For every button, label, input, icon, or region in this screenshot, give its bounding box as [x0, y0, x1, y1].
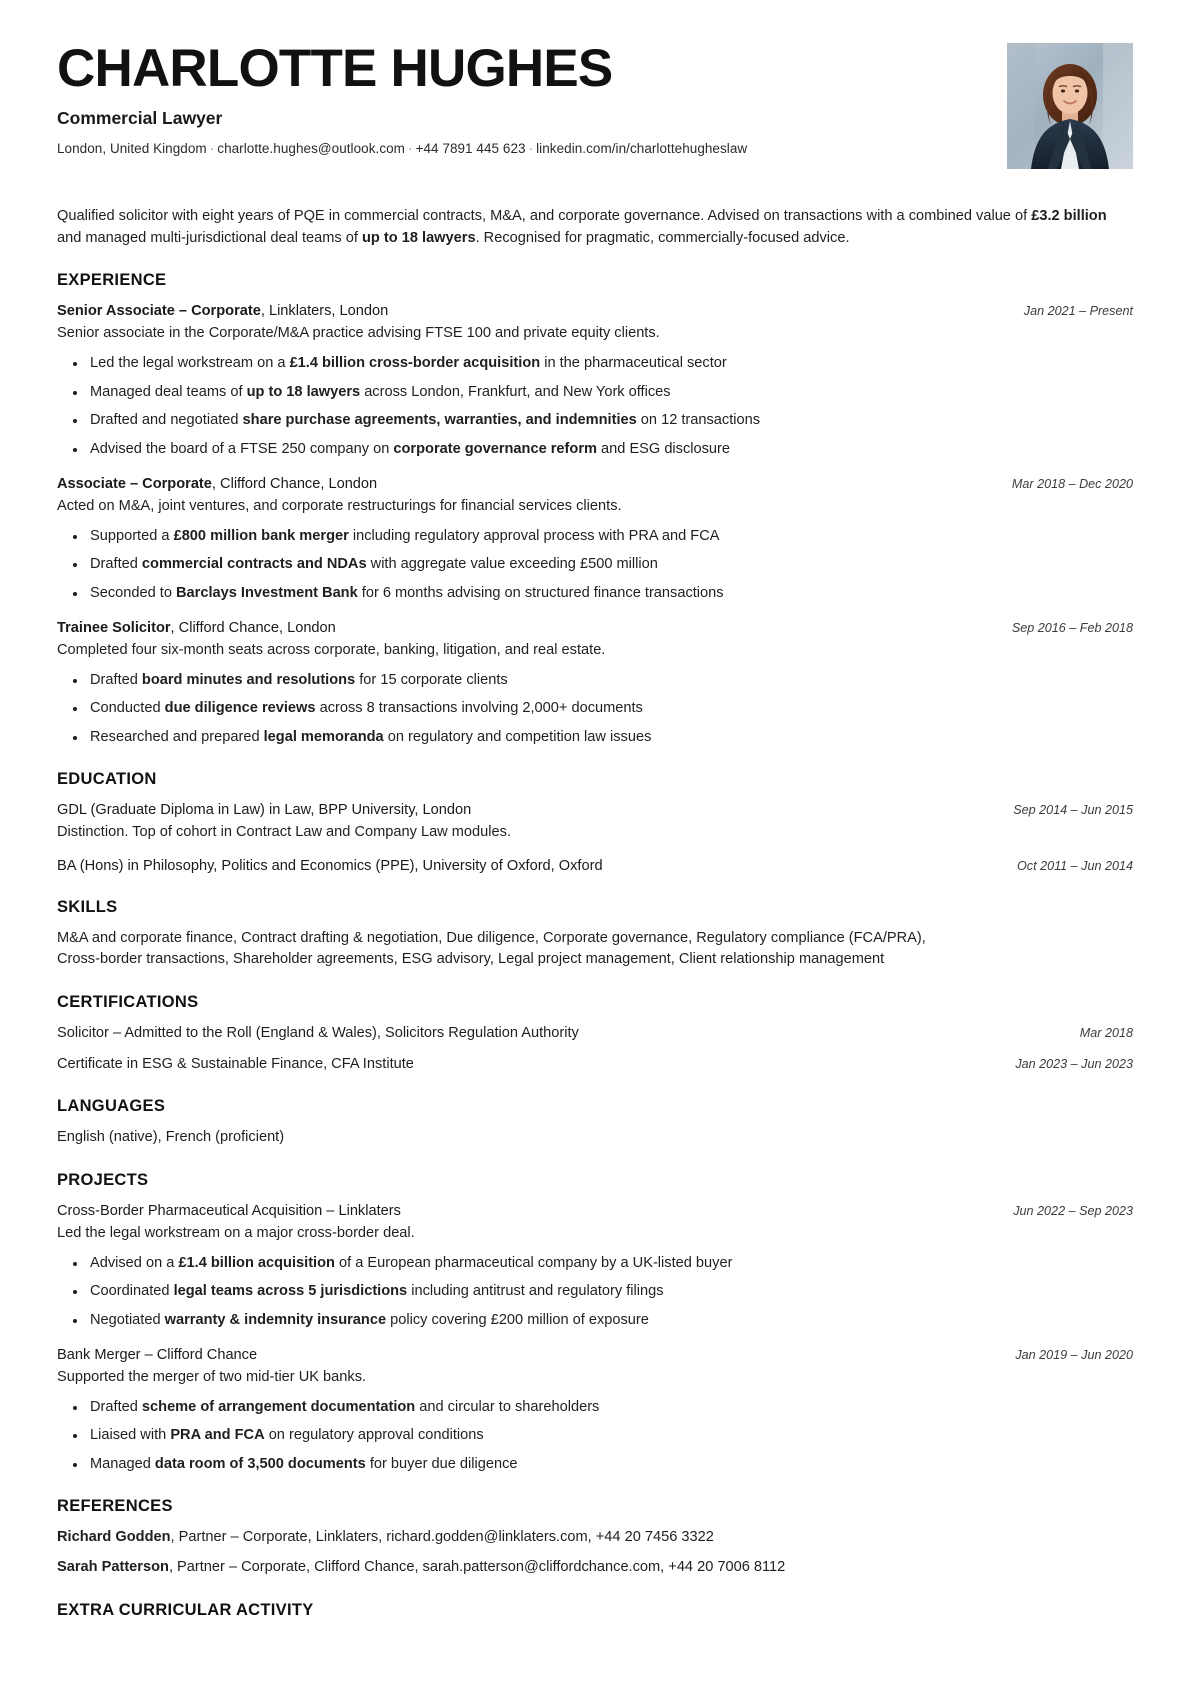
- entry-date: Jan 2021 – Present: [1023, 304, 1133, 319]
- section-heading-experience: EXPERIENCE: [57, 271, 167, 290]
- entry-date: Sep 2016 – Feb 2018: [1011, 620, 1133, 635]
- entry-title: [57, 618, 336, 638]
- bullet-highlight: commercial contracts and NDAs: [141, 556, 367, 573]
- bullet-text-pre: Advised the board of a FTSE 250 company on: [90, 441, 394, 458]
- reference-entry: [57, 1557, 1133, 1579]
- education-entry: [57, 800, 1133, 843]
- contact-phone[interactable]: +44 7891 445 623: [415, 141, 526, 157]
- contact-line: [57, 141, 1007, 156]
- summary-text-3: . Recognised for pragmatic, commercially-focused advice.: [475, 229, 850, 246]
- section-heading-certifications: CERTIFICATIONS: [57, 993, 199, 1012]
- certification-entry: [57, 1054, 1133, 1076]
- section-skills: [57, 898, 1133, 971]
- education-list: [57, 800, 1133, 876]
- list-item: [87, 1310, 1133, 1331]
- job-role: Trainee Solicitor: [57, 619, 171, 636]
- bullet-text-pre: Negotiated: [90, 1312, 165, 1329]
- job-company: , Clifford Chance, London: [170, 619, 336, 636]
- bullet-text-post: across 8 transactions involving 2,000+ documents: [315, 700, 643, 717]
- certification-name: Certificate in ESG & Sustainable Finance, CFA Institute: [57, 1055, 414, 1072]
- list-item: [87, 670, 1133, 691]
- experience-entry: [57, 618, 1133, 748]
- entry-date: Jun 2022 – Sep 2023: [1013, 1203, 1133, 1218]
- skills-line-2: Cross-border transactions, Shareholder agreements, ESG advisory, Legal project management, Client relationship management: [57, 951, 885, 968]
- entry-header: [57, 474, 1133, 494]
- contact-separator-icon: ·: [407, 141, 413, 157]
- project-entry: [57, 1201, 1133, 1331]
- entry-date: Mar 2018 – Dec 2020: [1011, 476, 1133, 491]
- bullet-highlight: legal memoranda: [263, 729, 384, 746]
- project-title: Bank Merger – Clifford Chance: [57, 1346, 258, 1363]
- section-heading-education: EDUCATION: [57, 769, 157, 788]
- job-role: Senior Associate – Corporate: [57, 303, 261, 320]
- job-company: , Linklaters, London: [260, 303, 389, 320]
- bullet-highlight: corporate governance reform: [393, 441, 597, 458]
- bullet-text-post: including antitrust and regulatory filings: [407, 1283, 664, 1300]
- bullet-highlight: PRA and FCA: [170, 1427, 265, 1444]
- bullet-highlight: board minutes and resolutions: [141, 671, 356, 688]
- section-projects: [57, 1171, 1133, 1475]
- entry-date: Oct 2011 – Jun 2014: [1017, 858, 1133, 873]
- contact-location: London, United Kingdom: [57, 141, 207, 157]
- entry-title: [57, 301, 388, 321]
- headshot-photo-icon: [1007, 43, 1133, 169]
- entry-header: [57, 301, 1133, 321]
- summary-text-2: and managed multi-jurisdictional deal teams of: [57, 229, 363, 246]
- page-title: CHARLOTTE HUGHES: [57, 39, 613, 98]
- bullet-text-post: for buyer due diligence: [365, 1456, 518, 1473]
- bullet-highlight: legal teams across 5 jurisdictions: [173, 1283, 408, 1300]
- projects-list: [57, 1201, 1133, 1475]
- project-summary: Supported the merger of two mid-tier UK banks.: [57, 1368, 367, 1385]
- achievement-list: [57, 1253, 1133, 1331]
- achievement-list: [57, 353, 1133, 460]
- bullet-text-post: in the pharmaceutical sector: [540, 355, 727, 372]
- skills-line-1: M&A and corporate finance, Contract drafting & negotiation, Due diligence, Corporate governance, Regulatory compliance (FCA/PRA),: [57, 929, 926, 946]
- section-heading-extra-curricular: EXTRA CURRICULAR ACTIVITY: [57, 1601, 314, 1620]
- bullet-text-post: across London, Frankfurt, and New York offices: [360, 383, 671, 400]
- achievement-list: [57, 670, 1133, 748]
- list-item: [87, 382, 1133, 403]
- contact-separator-icon: ·: [528, 141, 534, 157]
- section-certifications: [57, 993, 1133, 1075]
- list-item: [87, 410, 1133, 431]
- job-role: Associate – Corporate: [57, 475, 212, 492]
- entry-title: [57, 474, 377, 494]
- bullet-text-post: including regulatory approval process with PRA and FCA: [348, 527, 720, 544]
- header-text-block: [57, 40, 1007, 156]
- section-references: [57, 1497, 1133, 1579]
- entry-summary: Senior associate in the Corporate/M&A practice advising FTSE 100 and private equity clients.: [57, 325, 660, 342]
- list-item: [87, 698, 1133, 719]
- bullet-highlight: £1.4 billion cross-border acquisition: [289, 355, 541, 372]
- reference-name: Richard Godden: [57, 1528, 171, 1545]
- bullet-text-post: on regulatory approval conditions: [264, 1427, 484, 1444]
- experience-entry: [57, 301, 1133, 460]
- avatar: [1007, 43, 1133, 169]
- entry-date: Sep 2014 – Jun 2015: [1013, 802, 1133, 817]
- reference-detail: , Partner – Corporate, Linklaters, richard.godden@linklaters.com, +44 20 7456 3322: [170, 1528, 714, 1545]
- bullet-text-pre: Managed deal teams of: [90, 383, 247, 400]
- list-item: [87, 554, 1133, 575]
- bullet-text-post: on 12 transactions: [636, 412, 761, 429]
- bullet-text-post: and circular to shareholders: [415, 1398, 600, 1415]
- bullet-text-pre: Coordinated: [90, 1283, 174, 1300]
- bullet-text-post: policy covering £200 million of exposure: [386, 1312, 649, 1329]
- bullet-text-post: for 6 months advising on structured finance transactions: [357, 585, 724, 602]
- entry-header: [57, 856, 1133, 876]
- summary-highlight-1: £3.2 billion: [1031, 208, 1107, 224]
- list-item: [87, 1253, 1133, 1274]
- summary-highlight-2: up to 18 lawyers: [362, 229, 476, 246]
- entry-summary: Acted on M&A, joint ventures, and corporate restructurings for financial services clients.: [57, 498, 622, 515]
- education-degree: GDL (Graduate Diploma in Law) in Law, BPP University, London: [57, 801, 472, 818]
- bullet-highlight: data room of 3,500 documents: [154, 1456, 366, 1473]
- entry-summary: Completed four six-month seats across corporate, banking, litigation, and real estate.: [57, 642, 606, 659]
- bullet-highlight: due diligence reviews: [164, 700, 316, 717]
- bullet-highlight: up to 18 lawyers: [246, 383, 361, 400]
- bullet-text-post: on regulatory and competition law issues: [383, 729, 652, 746]
- section-heading-references: REFERENCES: [57, 1496, 173, 1515]
- bullet-highlight: Barclays Investment Bank: [176, 585, 358, 602]
- job-title: Commercial Lawyer: [57, 108, 223, 129]
- experience-entry: [57, 474, 1133, 604]
- list-item: [87, 1454, 1133, 1475]
- bullet-text-pre: Advised on a: [90, 1254, 179, 1271]
- education-entry: [57, 856, 1133, 876]
- professional-summary: [57, 206, 1133, 249]
- bullet-text-post: of a European pharmaceutical company by a UK-listed buyer: [334, 1254, 733, 1271]
- bullet-text-post: with aggregate value exceeding £500 million: [366, 556, 658, 573]
- summary-text-1: Qualified solicitor with eight years of PQE in commercial contracts, M&A, and corporate governance. Advised on transactions with a combined value of: [57, 208, 1032, 224]
- achievement-list: [57, 526, 1133, 604]
- resume-header: [57, 40, 1133, 169]
- certification-entry: [57, 1023, 1133, 1045]
- contact-email[interactable]: charlotte.hughes@outlook.com: [217, 141, 405, 157]
- bullet-text-pre: Drafted: [90, 671, 142, 688]
- certification-name: Solicitor – Admitted to the Roll (England & Wales), Solicitors Regulation Authority: [57, 1025, 579, 1042]
- bullet-highlight: £800 million bank merger: [173, 527, 349, 544]
- bullet-text-post: and ESG disclosure: [596, 441, 731, 458]
- bullet-text-pre: Liaised with: [90, 1427, 171, 1444]
- reference-detail: , Partner – Corporate, Clifford Chance, sarah.patterson@cliffordchance.com, +44 20 7006 8112: [168, 1559, 786, 1576]
- section-education: [57, 770, 1133, 876]
- section-languages: [57, 1097, 1133, 1149]
- bullet-highlight: share purchase agreements, warranties, and indemnities: [242, 412, 637, 429]
- entry-date: Jan 2019 – Jun 2020: [1015, 1347, 1133, 1362]
- bullet-text-pre: Drafted: [90, 1398, 142, 1415]
- section-heading-languages: LANGUAGES: [57, 1097, 166, 1116]
- list-item: [87, 439, 1133, 460]
- section-heading-skills: SKILLS: [57, 897, 118, 916]
- bullet-highlight: £1.4 billion acquisition: [178, 1254, 335, 1271]
- entry-date: Jan 2023 – Jun 2023: [1015, 1056, 1133, 1071]
- list-item: [87, 526, 1133, 547]
- section-heading-projects: PROJECTS: [57, 1170, 149, 1189]
- project-entry: [57, 1345, 1133, 1475]
- reference-entry: [57, 1527, 1133, 1549]
- list-item: [87, 727, 1133, 748]
- bullet-text-pre: Drafted: [90, 556, 142, 573]
- project-title: Cross-Border Pharmaceutical Acquisition – Linklaters: [57, 1202, 401, 1219]
- contact-separator-icon: ·: [209, 141, 215, 157]
- entry-date: Mar 2018: [1079, 1026, 1133, 1041]
- reference-name: Sarah Patterson: [57, 1559, 169, 1576]
- bullet-text-pre: Conducted: [90, 700, 165, 717]
- section-extra-curricular: [57, 1601, 1133, 1620]
- bullet-highlight: warranty & indemnity insurance: [164, 1312, 387, 1329]
- education-detail: Distinction. Top of cohort in Contract Law and Company Law modules.: [57, 824, 511, 841]
- list-item: [87, 353, 1133, 374]
- entry-header: [57, 800, 1133, 820]
- bullet-text-pre: Managed: [90, 1456, 155, 1473]
- list-item: [87, 1425, 1133, 1446]
- entry-header: [57, 1201, 1133, 1221]
- experience-list: [57, 301, 1133, 748]
- job-company: , Clifford Chance, London: [211, 475, 378, 492]
- references-list: [57, 1527, 1133, 1579]
- bullet-highlight: scheme of arrangement documentation: [141, 1398, 416, 1415]
- achievement-list: [57, 1397, 1133, 1475]
- bullet-text-pre: Researched and prepared: [90, 729, 264, 746]
- bullet-text-pre: Seconded to: [90, 585, 177, 602]
- list-item: [87, 1281, 1133, 1302]
- entry-header: [57, 618, 1133, 638]
- bullet-text-pre: Drafted and negotiated: [90, 412, 243, 429]
- entry-header: [57, 1345, 1133, 1365]
- bullet-text-pre: Led the legal workstream on a: [90, 355, 290, 372]
- certifications-list: [57, 1023, 1133, 1075]
- project-summary: Led the legal workstream on a major cross-border deal.: [57, 1224, 415, 1241]
- contact-linkedin[interactable]: linkedin.com/in/charlottehugheslaw: [536, 141, 748, 157]
- section-experience: [57, 271, 1133, 748]
- languages-text: English (native), French (proficient): [57, 1129, 285, 1146]
- bullet-text-pre: Supported a: [90, 527, 174, 544]
- list-item: [87, 1397, 1133, 1418]
- bullet-text-post: for 15 corporate clients: [355, 671, 508, 688]
- education-degree: BA (Hons) in Philosophy, Politics and Economics (PPE), University of Oxford, Oxford: [57, 857, 603, 874]
- list-item: [87, 583, 1133, 604]
